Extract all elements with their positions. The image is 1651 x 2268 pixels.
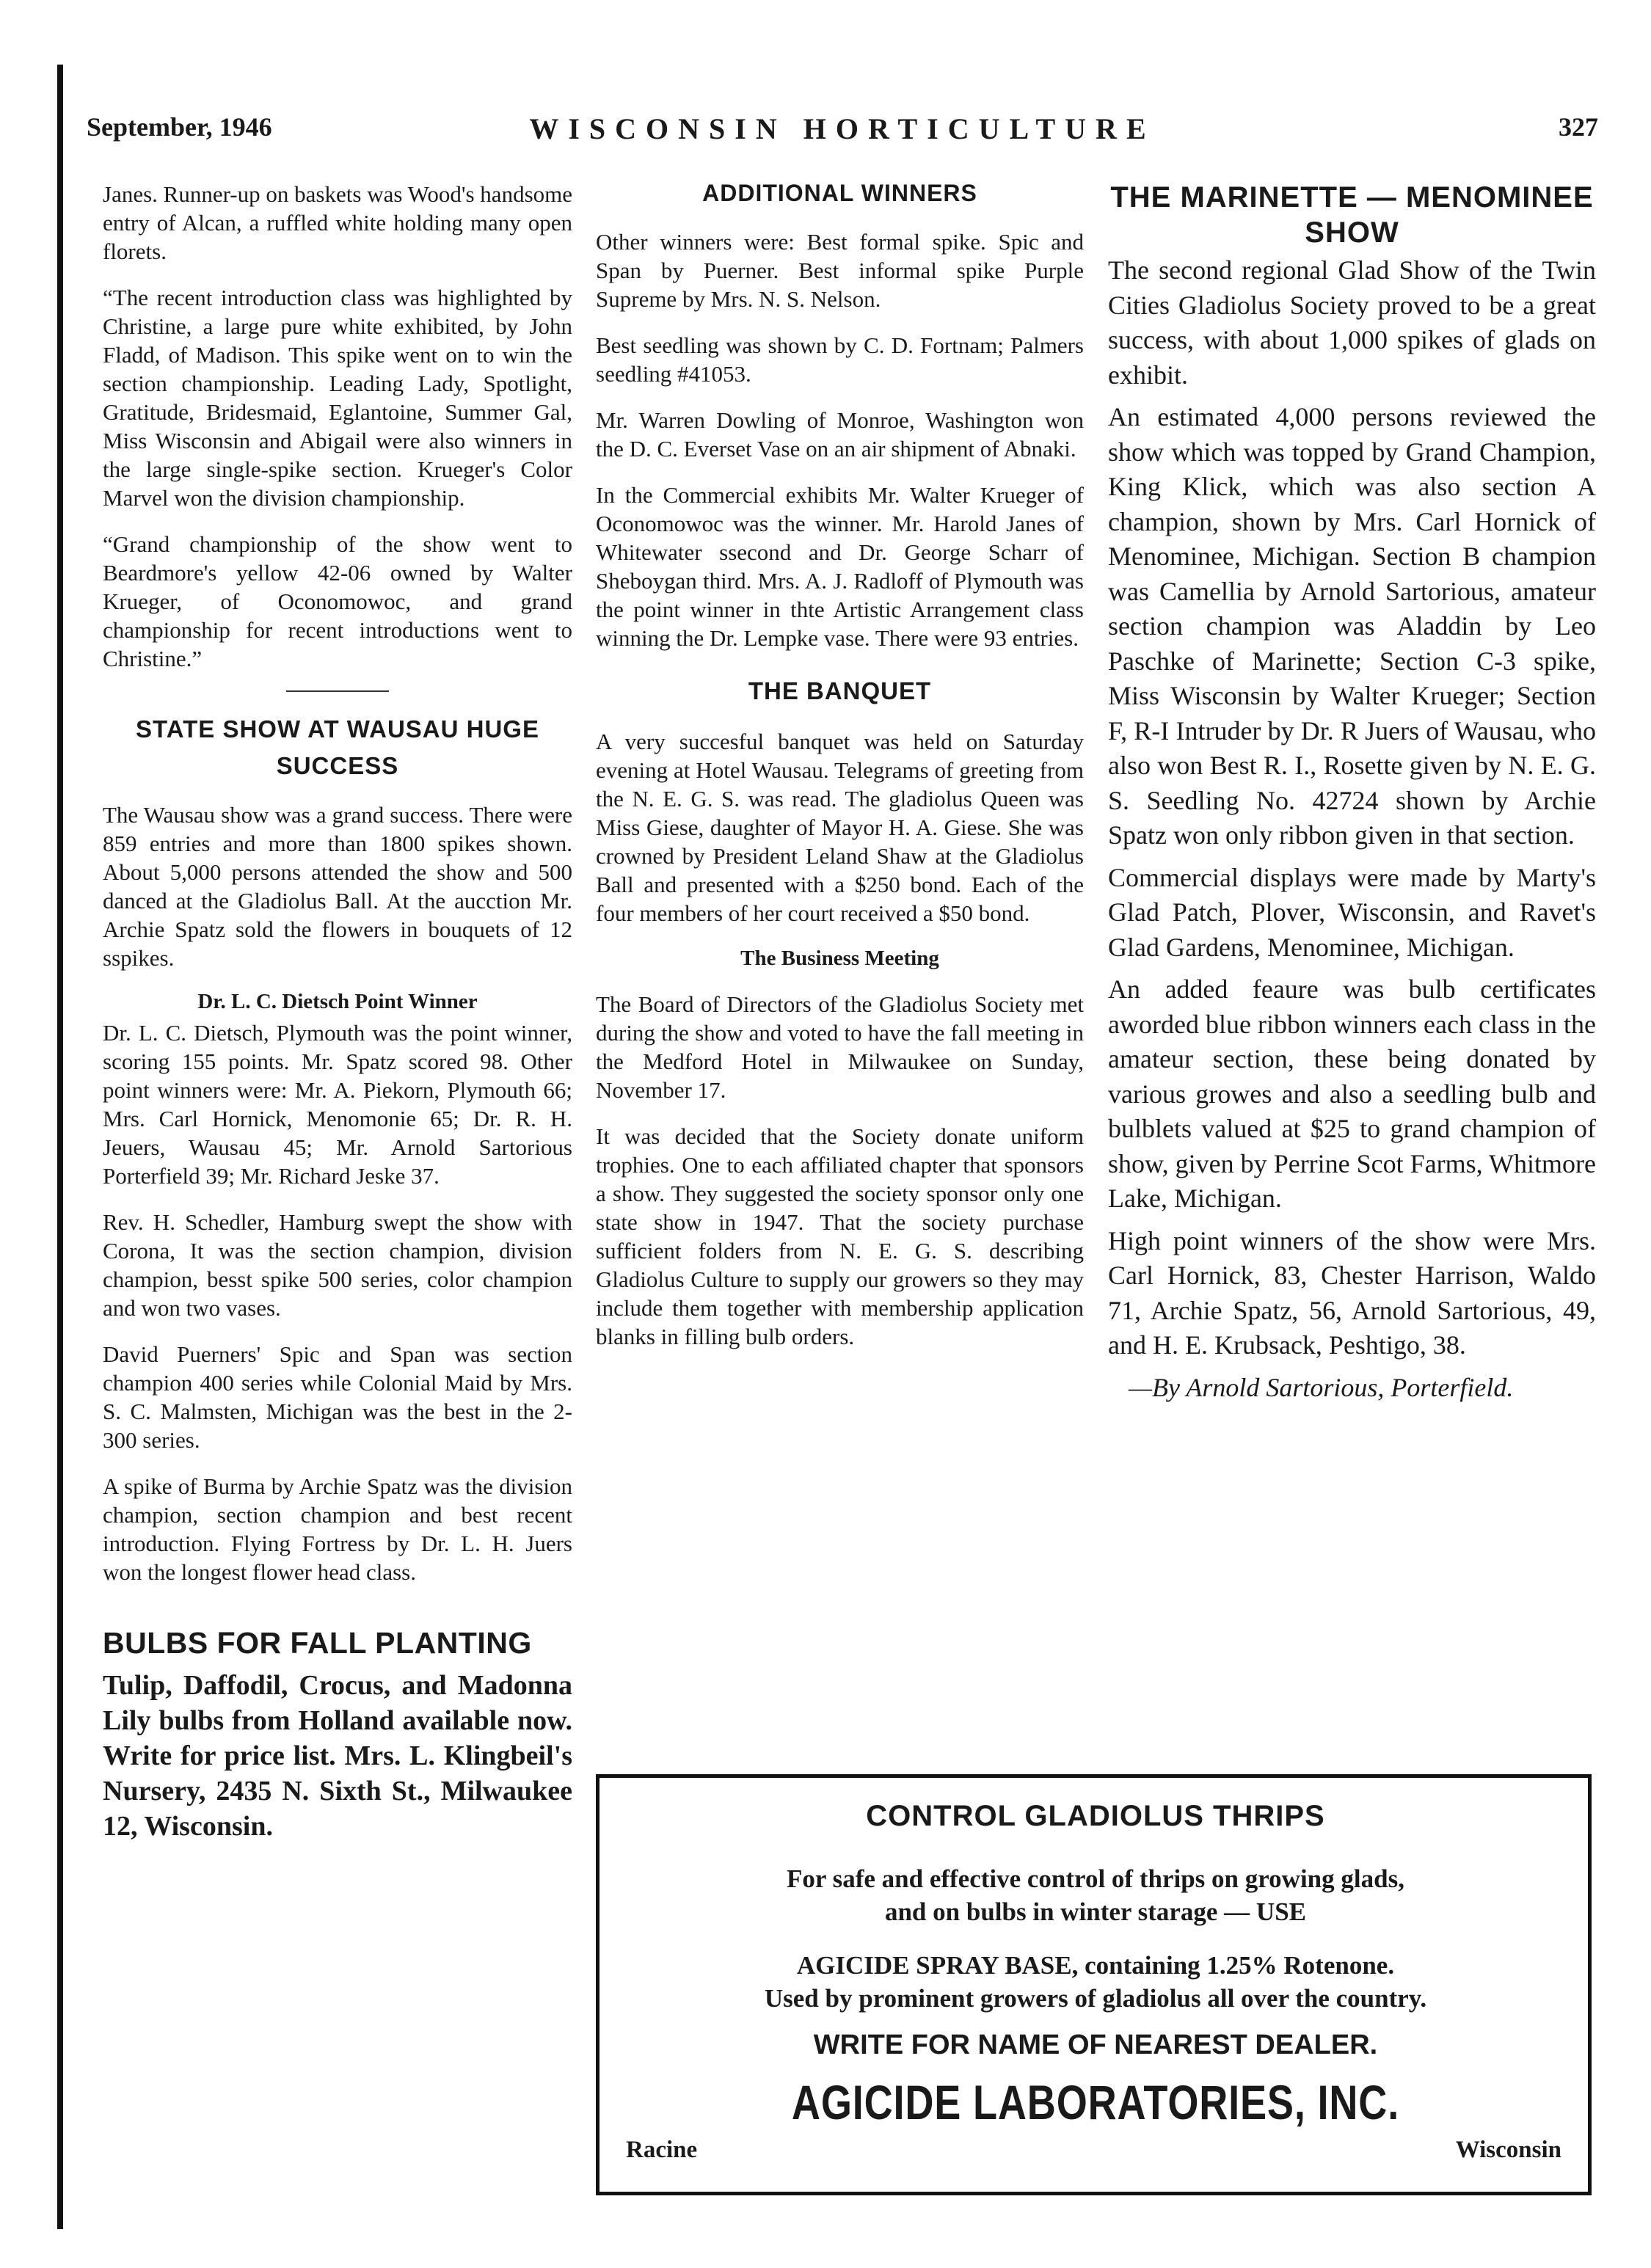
paragraph: Other winners were: Best formal spike. Spic and Span by Puerner. Best informal spike Purple Supreme by Mrs. N. S. Nelson.: [596, 229, 1084, 312]
ad-line: Used by prominent growers of gladiolus all over the country.: [764, 1984, 1427, 2013]
publication-title: WISCONSIN HORTICULTURE: [529, 112, 1156, 145]
dietsch-subheading: Dr. L. C. Dietsch Point Winner: [197, 990, 478, 1013]
ad-line: and on bulbs in winter starage — USE: [884, 1897, 1307, 1926]
column-middle: [596, 180, 1084, 1368]
issue-date: September, 1946: [87, 112, 272, 142]
ad-content: [635, 1800, 1556, 2130]
ad-state: Wisconsin: [1455, 2137, 1561, 2163]
bulbs-ad-heading: BULBS FOR FALL PLANTING: [103, 1626, 532, 1660]
page-number: 327: [1559, 112, 1598, 142]
paragraph: It was decided that the Society donate uniform trophies. One to each affiliated chapter that sponsors a show. They suggested the society sponsor only one state show in 1947. That the society purchase sufficient folders from N. E. G. S. describing Gladiolus Culture to supply our growers so they may include them together with membership application blanks in filling bulb orders.: [596, 1123, 1084, 1349]
state-show-heading: STATE SHOW AT WAUSAU HUGE SUCCESS: [136, 715, 539, 779]
paragraph: A spike of Burma by Archie Spatz was the division champion, section champion and best recent introduction. Flying Fortress by Dr. L. H. Juers won the longest flower head class.: [103, 1473, 572, 1585]
paragraph: The Wausau show was a grand success. There were 859 entries and more than 1800 spikes shown. About 5,000 persons attended the show and 500 danced at the Gladiolus Ball. At the aucction Mr. Archie Spatz sold the flowers in bouquets of 12 sspikes.: [103, 802, 572, 971]
column-right: [1108, 180, 1596, 1405]
ad-line: AGICIDE SPRAY BASE, containing 1.25% Rotenone.: [796, 1951, 1395, 1980]
paragraph: An added feaure was bulb certificates aworded blue ribbon winners each class in the amateur section, these being donated by various growes and also a seedling bulb and bulblets valued at $25 to grand champion of show, given by Perrine Scot Farms, Whitmore Lake, Michigan.: [1108, 974, 1596, 1213]
paragraph: Janes. Runner-up on baskets was Wood's handsome entry of Alcan, a ruffled white holding many open florets.: [103, 181, 572, 264]
paragraph: The Board of Directors of the Gladiolus Society met during the show and voted to have the fall meeting in the Medford Hotel in Milwaukee on Sunday, November 17.: [596, 991, 1084, 1103]
agicide-advertisement: [596, 1774, 1592, 2195]
paragraph: “The recent introduction class was highlighted by Christine, a large pure white exhibited, by John Fladd, of Madison. This spike went on to win the section championship. Leading Lady, Spotlight, Gratitude, Bridesmaid, Eglantoine, Summer Gal, Miss Wisconsin and Abigail were also winners in the large single-spike section. Krueger's Color Marvel won the division championship.: [103, 285, 572, 511]
ad-title: CONTROL GLADIOLUS THRIPS: [866, 1800, 1325, 1832]
paragraph: Dr. L. C. Dietsch, Plymouth was the point winner, scoring 155 points. Mr. Spatz scored 98. Other point winners were: Mr. A. Piekorn, Plymouth 66; Mrs. Carl Hornick, Menomonie 65; Dr. R. H. Jeuers, Wausau 45; Mr. Arnold Sartorious Porterfield 39; Mr. Richard Jeske 37.: [103, 1020, 572, 1189]
marinette-show-heading: THE MARINETTE — MENOMINEE SHOW: [1110, 181, 1594, 249]
running-header: [87, 112, 1598, 156]
paragraph: The second regional Glad Show of the Twin Cities Gladiolus Society proved to be a great success, with about 1,000 spikes of glads on exhibit.: [1108, 255, 1596, 390]
paragraph: A very succesful banquet was held on Saturday evening at Hotel Wausau. Telegrams of greeting from the N. E. G. S. was read. The gladiolus Queen was Miss Giese, daughter of Mayor H. A. Giese. She was crowned by President Leland Shaw at the Gladiolus Ball and presented with a $250 bond. Each of the four members of her court received a $50 bond.: [596, 729, 1084, 926]
paragraph: High point winners of the show were Mrs. Carl Hornick, 83, Chester Harrison, Waldo 71, Archie Spatz, 56, Arnold Sartorious, 49, and H. E. Krubsack, Peshtigo, 38.: [1108, 1225, 1596, 1360]
banquet-heading: THE BANQUET: [748, 677, 932, 704]
paragraph: Mr. Warren Dowling of Monroe, Washington won the D. C. Everset Vase on an air shipment of Abnaki.: [596, 407, 1084, 462]
margin-rule: [57, 65, 63, 2229]
paragraph: An estimated 4,000 persons reviewed the show which was topped by Grand Champion, King Klick, which was also section A champion, shown by Mrs. Carl Hornick of Menominee, Michigan. Section B champion was Camellia by Arnold Sartorious, amateur section champion was Aladdin by Leo Paschke of Marinette; Section C-3 spike, Miss Wisconsin by Walter Krueger; Section F, R-I Intruder by Dr. R Juers of Wausau, who also won Best R. I., Rosette given by N. E. G. S. Seedling No. 42724 shown by Archie Spatz won only ribbon given in that section.: [1108, 402, 1596, 850]
business-meeting-heading: The Business Meeting: [740, 947, 939, 970]
ad-city: Racine: [626, 2137, 698, 2163]
paragraph: Commercial displays were made by Marty's Glad Patch, Plover, Wisconsin, and Ravet's Glad Gardens, Menominee, Michigan.: [1108, 862, 1596, 962]
bulbs-ad-text: Tulip, Daffodil, Crocus, and Madonna Lily bulbs from Holland available now. Write for price list. Mrs. L. Klingbeil's Nursery, 2435 N. Sixth St., Milwaukee 12, Wisconsin.: [103, 1670, 572, 1842]
additional-winners-heading: ADDITIONAL WINNERS: [702, 180, 977, 206]
ad-company-name: AGICIDE LABORATORIES, INC.: [791, 2075, 1400, 2129]
paragraph: David Puerners' Spic and Span was section champion 400 series while Colonial Maid by Mrs. S. C. Malmsten, Michigan was the best in the 2-300 series.: [103, 1341, 572, 1453]
ad-line: For safe and effective control of thrips on growing glads,: [787, 1864, 1404, 1893]
paragraph: “Grand championship of the show went to Beardmore's yellow 42-06 owned by Walter Krueger, of Oconomowoc, and grand championship for recent introductions went to Christine.”: [103, 531, 572, 671]
paragraph: Best seedling was shown by C. D. Fortnam; Palmers seedling #41053.: [596, 332, 1084, 387]
column-left: [103, 180, 572, 1844]
article-byline: —By Arnold Sartorious, Porterfield.: [1129, 1372, 1514, 1402]
paragraph: Rev. H. Schedler, Hamburg swept the show with Corona, It was the section champion, division champion, besst spike 500 series, color champion and won two vases.: [103, 1209, 572, 1321]
section-divider: [286, 690, 389, 692]
ad-call-to-action: WRITE FOR NAME OF NEAREST DEALER.: [813, 2030, 1378, 2060]
paragraph: In the Commercial exhibits Mr. Walter Krueger of Oconomowoc was the winner. Mr. Harold Janes of Whitewater ssecond and Dr. George Scharr of Sheboygan third. Mrs. A. J. Radloff of Plymouth was the point winner in thte Artistic Arrangement class winning the Dr. Lempke vase. There were 93 entries.: [596, 482, 1084, 651]
